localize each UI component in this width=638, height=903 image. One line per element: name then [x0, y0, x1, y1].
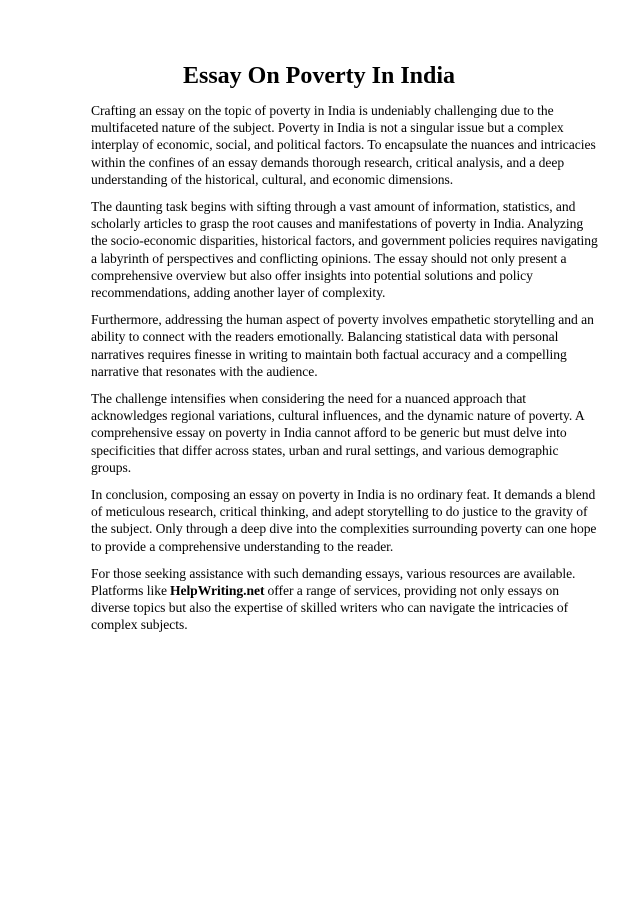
paragraph-6-text-after-link: offer a range of services, providing not only essays on diverse topics but also the expertise of skilled writers who can navigate the intricacies of complex subjects. [91, 583, 569, 633]
paragraph-6-text-before-link: For those seeking assistance with such demanding essays, various resources are available. Platforms like [91, 565, 576, 599]
paragraph-1: Crafting an essay on the topic of poverty in India is undeniably challenging due to the multifaceted nature of the subject. Poverty in India is not a singular issue but a complex interplay of economic, social, and political factors. To encapsulate the nuances and intricacies within the confines of an essay demands thorough research, critical analysis, and a deep understanding of the historical, cultural, and economic dimensions. [91, 103, 596, 187]
paragraph-4: The challenge intensifies when considering the need for a nuanced approach that acknowledges regional variations, cultural influences, and the dynamic nature of poverty. A comprehensive essay on poverty in India cannot afford to be generic but must delve into specificities that differ across states, urban and rural settings, and various demographic groups. [91, 391, 584, 475]
paragraph-2: The daunting task begins with sifting through a vast amount of information, statistics, and scholarly articles to grasp the root causes and manifestations of poverty in India. Analyzing the socio-economic disparities, historical factors, and government policies requires navigating a labyrinth of perspectives and conflicting opinions. The essay should not only present a comprehensive overview but also offer insights into potential solutions and policy recommendations, adding another layer of complexity. [91, 199, 598, 301]
helpwriting-link[interactable]: HelpWriting.net [169, 583, 265, 599]
paragraph-3: Furthermore, addressing the human aspect of poverty involves empathetic storytelling and an ability to connect with the readers emotionally. Balancing statistical data with personal narratives requires finesse in writing to maintain both factual accuracy and a compelling narrative that resonates with the audience. [91, 312, 594, 379]
paragraph-5: In conclusion, composing an essay on poverty in India is no ordinary feat. It demands a blend of meticulous research, critical thinking, and adept storytelling to do justice to the gravity of the subject. Only through a deep dive into the complexities surrounding poverty can one hope to provide a comprehensive understanding to the reader. [91, 487, 597, 554]
page-title: Essay On Poverty In India [182, 63, 456, 89]
essay-body [91, 102, 601, 644]
paragraph-6 [91, 565, 601, 634]
